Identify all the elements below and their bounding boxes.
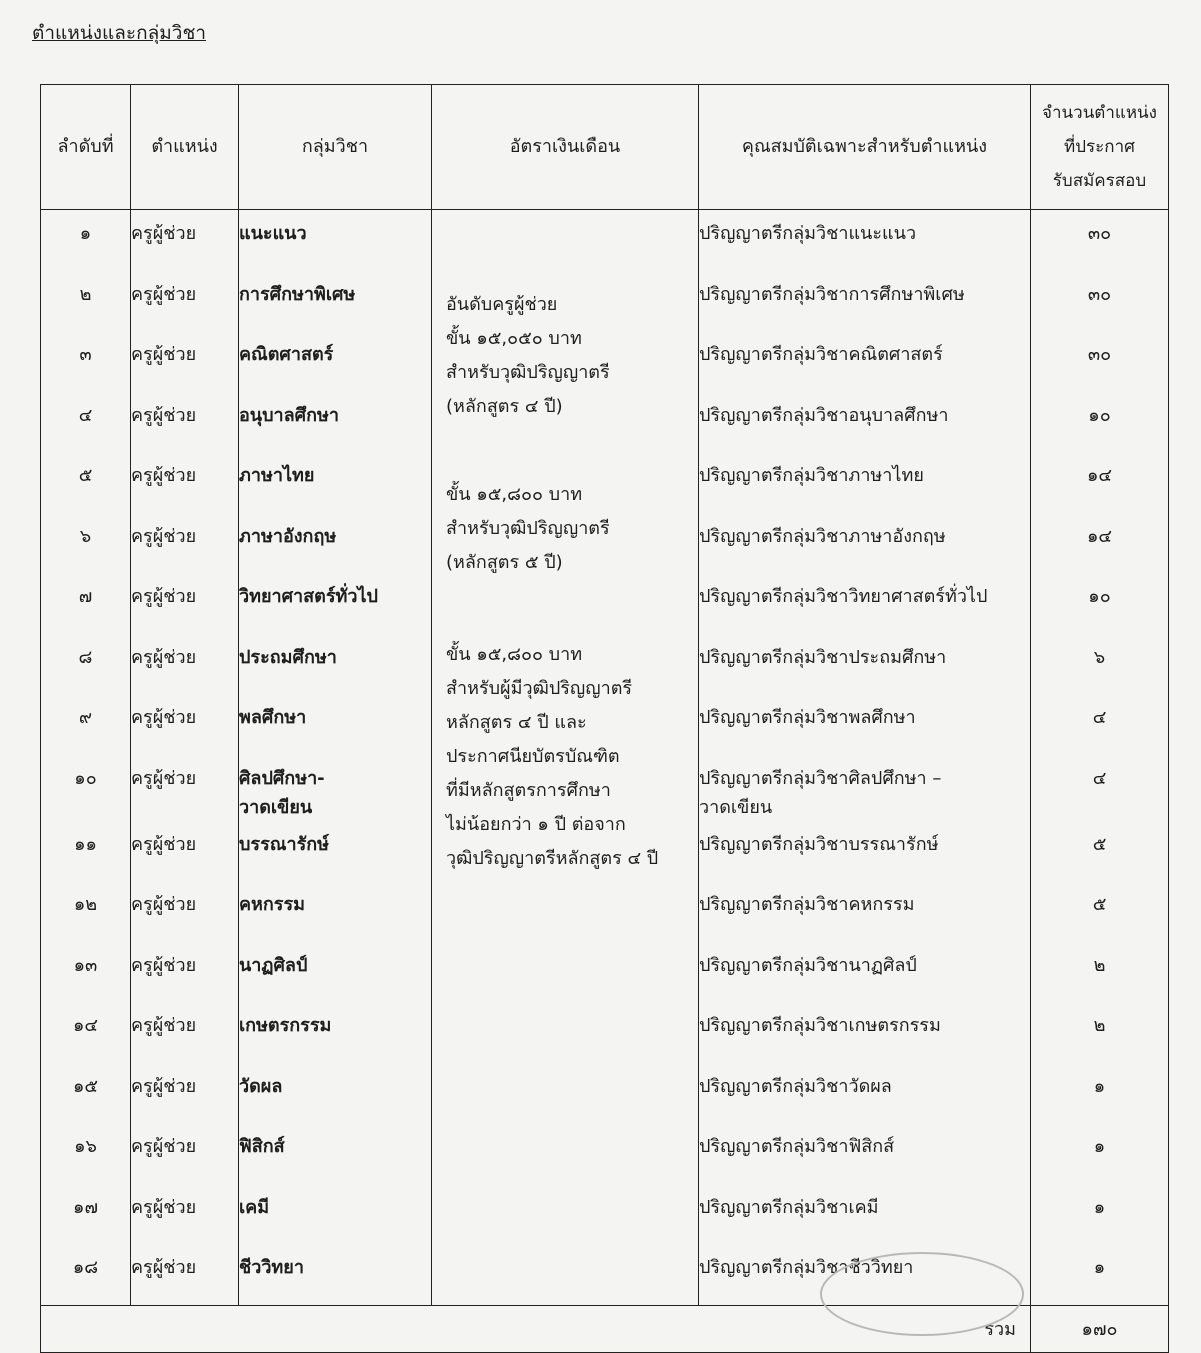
row-group: วิทยาศาสตร์ทั่วไป	[239, 573, 432, 634]
row-position: ครูผู้ช่วย	[131, 1002, 239, 1063]
salary-cell	[432, 210, 699, 1306]
row-no: ๑๑	[41, 821, 131, 882]
row-group: การศึกษาพิเศษ	[239, 271, 432, 332]
row-group: เกษตรกรรม	[239, 1002, 432, 1063]
row-position: ครูผู้ช่วย	[131, 755, 239, 821]
row-count: ๑๔	[1031, 452, 1169, 513]
row-count: ๔	[1031, 755, 1169, 821]
header-count: จำนวนตำแหน่ง ที่ประกาศ รับสมัครสอบ	[1031, 85, 1169, 210]
row-position: ครูผู้ช่วย	[131, 694, 239, 755]
row-count: ๒	[1031, 942, 1169, 1003]
row-group: นาฏศิลป์	[239, 942, 432, 1003]
row-group: บรรณารักษ์	[239, 821, 432, 882]
row-count: ๑	[1031, 1184, 1169, 1245]
row-count: ๓๐	[1031, 271, 1169, 332]
row-position: ครูผู้ช่วย	[131, 881, 239, 942]
row-count: ๖	[1031, 634, 1169, 695]
row-position: ครูผู้ช่วย	[131, 942, 239, 1003]
row-no: ๒	[41, 271, 131, 332]
row-group: คณิตศาสตร์	[239, 331, 432, 392]
row-no: ๑๔	[41, 1002, 131, 1063]
row-qualification: ปริญญาตรีกลุ่มวิชาพลศึกษา	[699, 694, 1031, 755]
row-no: ๙	[41, 694, 131, 755]
row-position: ครูผู้ช่วย	[131, 331, 239, 392]
row-count: ๑	[1031, 1244, 1169, 1305]
row-no: ๑๐	[41, 755, 131, 821]
row-no: ๑๖	[41, 1123, 131, 1184]
row-no: ๑๒	[41, 881, 131, 942]
total-value: ๑๗๐	[1031, 1305, 1169, 1352]
row-count: ๔	[1031, 694, 1169, 755]
row-qualification: ปริญญาตรีกลุ่มวิชาเคมี	[699, 1184, 1031, 1245]
row-count: ๑๔	[1031, 513, 1169, 574]
row-group: ภาษาไทย	[239, 452, 432, 513]
row-count: ๑๐	[1031, 392, 1169, 453]
row-qualification: ปริญญาตรีกลุ่มวิชาคหกรรม	[699, 881, 1031, 942]
header-salary: อัตราเงินเดือน	[432, 85, 699, 210]
row-no: ๘	[41, 634, 131, 695]
row-no: ๑๘	[41, 1244, 131, 1305]
row-group: วัดผล	[239, 1063, 432, 1124]
row-position: ครูผู้ช่วย	[131, 1244, 239, 1305]
row-qualification: ปริญญาตรีกลุ่มวิชาประถมศึกษา	[699, 634, 1031, 695]
total-label: รวม	[41, 1305, 1031, 1352]
row-group: ศิลปศึกษา- วาดเขียน	[239, 755, 432, 821]
positions-table	[40, 84, 1169, 1353]
row-position: ครูผู้ช่วย	[131, 573, 239, 634]
row-count: ๕	[1031, 821, 1169, 882]
row-position: ครูผู้ช่วย	[131, 513, 239, 574]
salary-block-3: ขั้น ๑๕,๘๐๐ บาท สำหรับผู้มีวุฒิปริญญาตรี หลักสูตร ๔ ปี และ ประกาศนียบัตรบัณฑิต ที่มีหลักสูตรการศึกษา ไม่น้อยกว่า ๑ ปี ต่อจาก วุฒิปริญญาตรีหลักสูตร ๔ ปี	[446, 644, 659, 869]
row-count: ๓๐	[1031, 210, 1169, 271]
row-position: ครูผู้ช่วย	[131, 1123, 239, 1184]
row-qualification: ปริญญาตรีกลุ่มวิชาเกษตรกรรม	[699, 1002, 1031, 1063]
row-qualification: ปริญญาตรีกลุ่มวิชาอนุบาลศึกษา	[699, 392, 1031, 453]
row-no: ๑	[41, 210, 131, 271]
row-count: ๕	[1031, 881, 1169, 942]
row-position: ครูผู้ช่วย	[131, 821, 239, 882]
row-qualification: ปริญญาตรีกลุ่มวิชาภาษาอังกฤษ	[699, 513, 1031, 574]
row-qualification: ปริญญาตรีกลุ่มวิชาชีววิทยา	[699, 1244, 1031, 1305]
row-count: ๑	[1031, 1063, 1169, 1124]
row-position: ครูผู้ช่วย	[131, 452, 239, 513]
row-count: ๓๐	[1031, 331, 1169, 392]
row-count: ๒	[1031, 1002, 1169, 1063]
header-group: กลุ่มวิชา	[239, 85, 432, 210]
row-no: ๑๓	[41, 942, 131, 1003]
row-no: ๓	[41, 331, 131, 392]
document-title: ตำแหน่งและกลุ่มวิชา	[32, 22, 207, 44]
row-group: เคมี	[239, 1184, 432, 1245]
salary-block-2: ขั้น ๑๕,๘๐๐ บาท สำหรับวุฒิปริญญาตรี (หลักสูตร ๕ ปี)	[446, 484, 610, 573]
row-qualification: ปริญญาตรีกลุ่มวิชาศิลปศึกษา – วาดเขียน	[699, 755, 1031, 821]
row-group: ภาษาอังกฤษ	[239, 513, 432, 574]
row-no: ๕	[41, 452, 131, 513]
row-position: ครูผู้ช่วย	[131, 392, 239, 453]
row-group: ชีววิทยา	[239, 1244, 432, 1305]
row-group: อนุบาลศึกษา	[239, 392, 432, 453]
row-qualification: ปริญญาตรีกลุ่มวิชาบรรณารักษ์	[699, 821, 1031, 882]
row-qualification: ปริญญาตรีกลุ่มวิชาการศึกษาพิเศษ	[699, 271, 1031, 332]
table-row	[41, 210, 1169, 271]
header-row	[41, 85, 1169, 210]
row-position: ครูผู้ช่วย	[131, 1063, 239, 1124]
row-no: ๗	[41, 573, 131, 634]
row-no: ๑๗	[41, 1184, 131, 1245]
row-position: ครูผู้ช่วย	[131, 271, 239, 332]
row-qualification: ปริญญาตรีกลุ่มวิชาแนะแนว	[699, 210, 1031, 271]
row-position: ครูผู้ช่วย	[131, 634, 239, 695]
official-stamp	[820, 1252, 1024, 1336]
row-no: ๑๕	[41, 1063, 131, 1124]
row-group: คหกรรม	[239, 881, 432, 942]
row-count: ๑๐	[1031, 573, 1169, 634]
row-qualification: ปริญญาตรีกลุ่มวิชาฟิสิกส์	[699, 1123, 1031, 1184]
row-group: ประถมศึกษา	[239, 634, 432, 695]
table-body	[41, 210, 1169, 1306]
row-qualification: ปริญญาตรีกลุ่มวิชาวิทยาศาสตร์ทั่วไป	[699, 573, 1031, 634]
row-qualification: ปริญญาตรีกลุ่มวิชานาฏศิลป์	[699, 942, 1031, 1003]
row-position: ครูผู้ช่วย	[131, 1184, 239, 1245]
row-qualification: ปริญญาตรีกลุ่มวิชาภาษาไทย	[699, 452, 1031, 513]
header-position: ตำแหน่ง	[131, 85, 239, 210]
row-position: ครูผู้ช่วย	[131, 210, 239, 271]
salary-block-1: อันดับครูผู้ช่วย ขั้น ๑๕,๐๕๐ บาท สำหรับวุฒิปริญญาตรี (หลักสูตร ๔ ปี)	[446, 294, 610, 417]
row-count: ๑	[1031, 1123, 1169, 1184]
row-group: ฟิสิกส์	[239, 1123, 432, 1184]
header-qualification: คุณสมบัติเฉพาะสำหรับตำแหน่ง	[699, 85, 1031, 210]
row-group: พลศึกษา	[239, 694, 432, 755]
row-qualification: ปริญญาตรีกลุ่มวิชาวัดผล	[699, 1063, 1031, 1124]
header-no: ลำดับที่	[41, 85, 131, 210]
row-qualification: ปริญญาตรีกลุ่มวิชาคณิตศาสตร์	[699, 331, 1031, 392]
row-no: ๖	[41, 513, 131, 574]
row-group: แนะแนว	[239, 210, 432, 271]
row-no: ๔	[41, 392, 131, 453]
